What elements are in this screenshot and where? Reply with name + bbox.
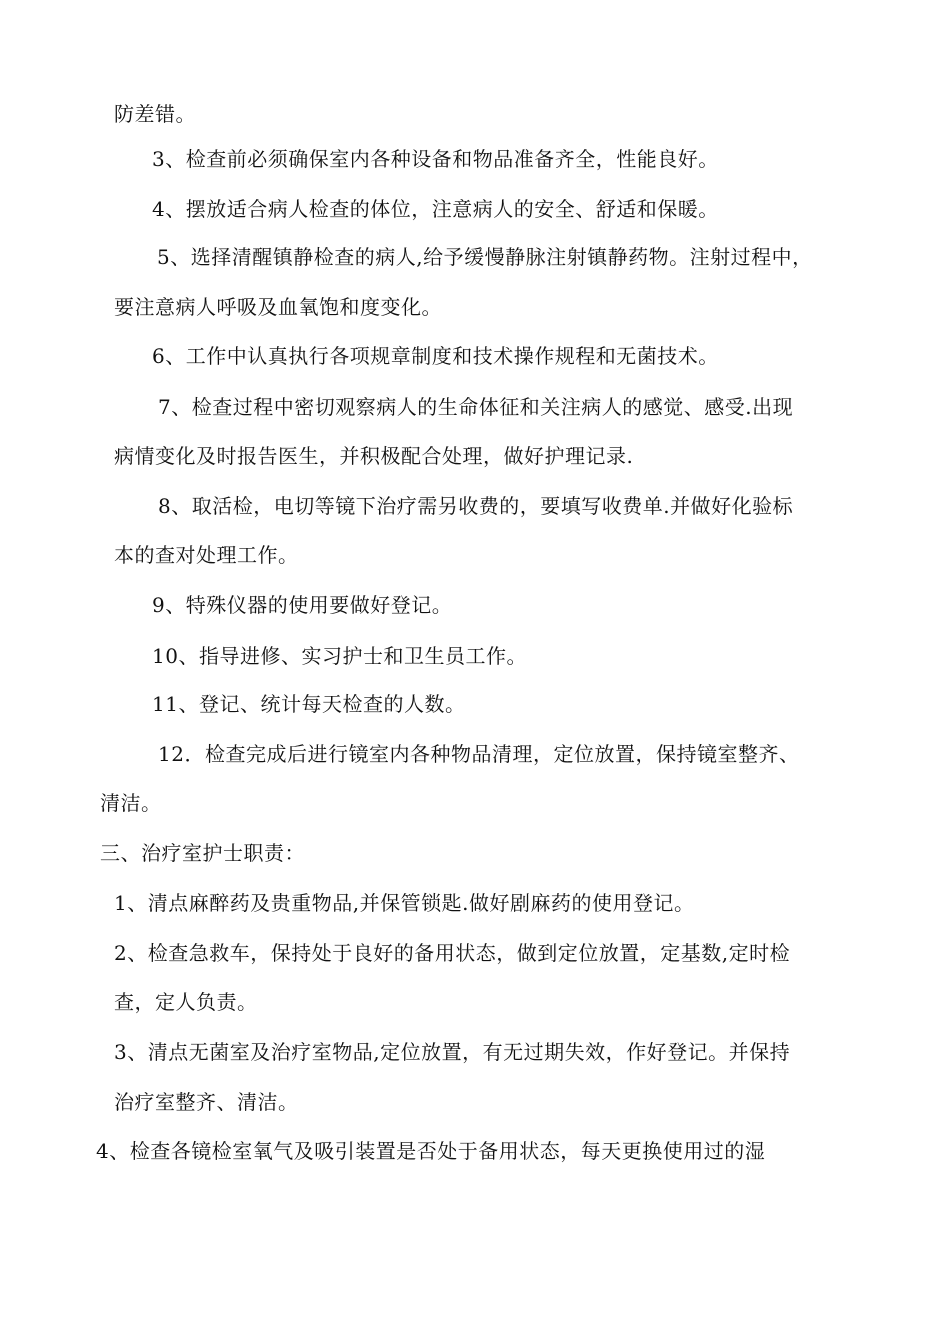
paragraph-line: 12．检查完成后进行镜室内各种物品清理，定位放置，保持镜室整齐、 xyxy=(158,742,800,766)
paragraph-line: 本的查对处理工作。 xyxy=(114,543,299,567)
paragraph-line: 9、特殊仪器的使用要做好登记。 xyxy=(152,593,453,617)
paragraph-line: 清洁。 xyxy=(100,791,162,815)
paragraph-line: 11、登记、统计每天检查的人数。 xyxy=(152,692,466,716)
paragraph-line: 5、选择清醒镇静检查的病人,给予缓慢静脉注射镇静药物。注射过程中， xyxy=(157,245,813,269)
paragraph-line: 4、摆放适合病人检查的体位，注意病人的安全、舒适和保暖。 xyxy=(152,197,719,221)
paragraph-line: 3、清点无菌室及治疗室物品,定位放置，有无过期失效，作好登记。并保持 xyxy=(114,1040,791,1064)
paragraph-line: 治疗室整齐、清洁。 xyxy=(114,1090,299,1114)
paragraph-line: 病情变化及时报告医生，并积极配合处理，做好护理记录. xyxy=(114,444,634,468)
paragraph-line: 3、检查前必须确保室内各种设备和物品准备齐全，性能良好。 xyxy=(152,147,719,171)
paragraph-line: 7、检查过程中密切观察病人的生命体征和关注病人的感觉、感受.出现 xyxy=(158,395,794,419)
paragraph-line: 6、工作中认真执行各项规章制度和技术操作规程和无菌技术。 xyxy=(152,344,719,368)
paragraph-line: 4、检查各镜检室氧气及吸引装置是否处于备用状态，每天更换使用过的湿 xyxy=(96,1139,766,1163)
paragraph-line: 8、取活检，电切等镜下治疗需另收费的，要填写收费单.并做好化验标 xyxy=(158,494,794,518)
section-heading: 三、治疗室护士职责： xyxy=(100,841,305,865)
paragraph-line: 1、清点麻醉药及贵重物品,并保管锁匙.做好剧麻药的使用登记。 xyxy=(114,891,695,915)
paragraph-line: 2、检查急救车，保持处于良好的备用状态，做到定位放置，定基数,定时检 xyxy=(114,941,791,965)
paragraph-line: 防差错。 xyxy=(114,102,196,126)
paragraph-line: 要注意病人呼吸及血氧饱和度变化。 xyxy=(114,295,442,319)
paragraph-line: 查，定人负责。 xyxy=(114,990,258,1014)
paragraph-line: 10、指导进修、实习护士和卫生员工作。 xyxy=(152,644,527,668)
